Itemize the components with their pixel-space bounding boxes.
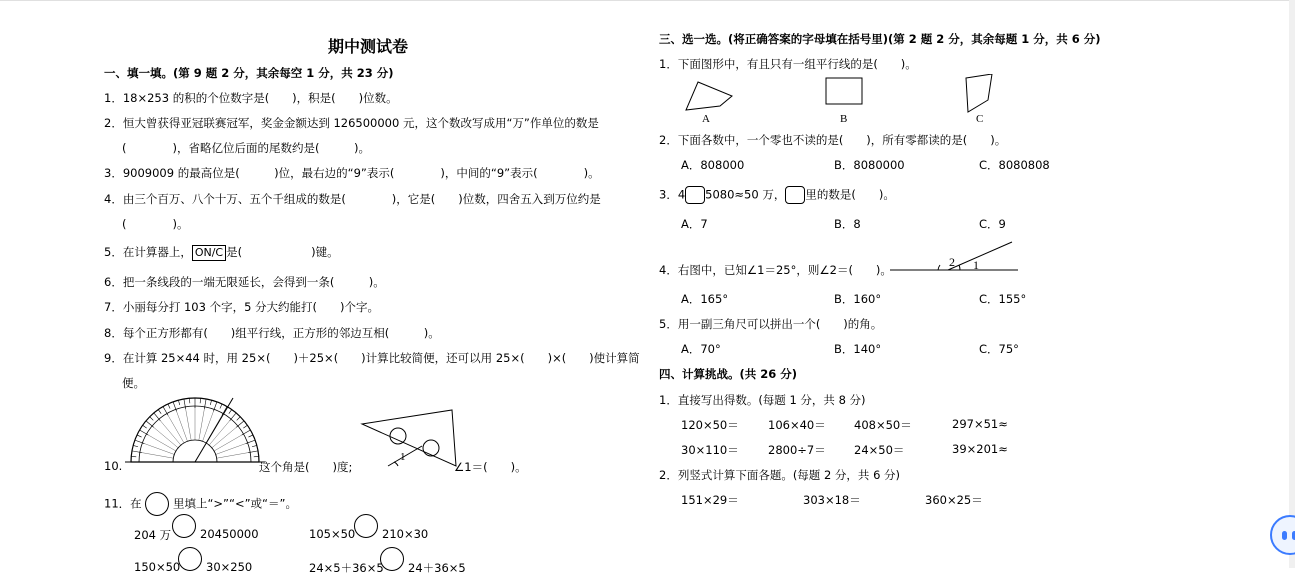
option-3-3-a: A．7 — [681, 216, 708, 232]
question-3-1: 1．下面图形中，有且只有一组平行线的是( )。 — [659, 56, 917, 72]
question-1-3: 3．9009009 的最高位是( )位，最右边的“9”表示( )，中间的“9”表示( )。 — [104, 165, 600, 181]
question-3-4: 4．右图中，已知∠1＝25°，则∠2＝( )。 — [659, 262, 892, 278]
question-3-2: 2．下面各数中，一个零也不读的是( )，所有零都读的是( )。 — [659, 132, 1006, 148]
question-1-11 — [104, 492, 297, 516]
calc-1-2: 106×40＝ — [768, 417, 826, 433]
vertical-calc-2: 303×18＝ — [803, 492, 861, 508]
question-1-4-cont: ( )。 — [122, 216, 188, 232]
shape-label-c: C — [976, 113, 983, 125]
blank-box — [685, 186, 705, 204]
question-1-6: 6．把一条线段的一端无限延长，会得到一条( )。 — [104, 274, 385, 290]
question-1-10-end: ∠1＝( )。 — [454, 459, 527, 475]
angle-2-label: 2 — [949, 255, 955, 269]
option-3-3-b: B．8 — [834, 216, 861, 232]
section-3-heading: 三、选一选。(将正确答案的字母填在括号里)(第 2 题 2 分，其余每题 1 分，共 6 分) — [659, 31, 1101, 47]
calc-2-4: 39×201≈ — [952, 442, 1008, 456]
question-1-10-text: 这个角是( )度; — [259, 459, 352, 475]
blank-box — [785, 186, 805, 204]
compare-4a: 24×5＋36×5 — [309, 560, 384, 576]
answer-circle — [380, 547, 404, 571]
question-3-3-mid: 5080≈50 万， — [705, 188, 785, 202]
question-1-4: 4．由三个百万、八个十万、五个千组成的数是( )，它是( )位数，四舍五入到万位约是 — [104, 191, 601, 207]
compare-2a: 105×50 — [309, 527, 355, 541]
calc-1-1: 120×50＝ — [681, 417, 739, 433]
option-3-5-b: B．140° — [834, 341, 881, 357]
angle-figure — [888, 240, 1022, 274]
vertical-calc-1: 151×29＝ — [681, 492, 739, 508]
question-1-9: 9．在计算 25×44 时，用 25×( )＋25×( )计算比较简便，还可以用 25×( )×( )使计算简 — [104, 350, 640, 366]
option-3-2-b: B．8080000 — [834, 157, 905, 173]
compare-1a: 204 万 — [134, 527, 171, 543]
question-3-3 — [659, 186, 895, 204]
question-3-3-end: 里的数是( )。 — [805, 188, 894, 202]
question-1-5 — [104, 244, 339, 261]
answer-circle — [178, 547, 202, 571]
question-3-3-start: 3．4 — [659, 188, 685, 202]
question-1-11-tail: 里填上“>”“<”或“＝”。 — [173, 497, 297, 511]
question-3-5: 5．用一副三角尺可以拼出一个( )的角。 — [659, 316, 882, 332]
question-4-2: 2．列竖式计算下面各题。(每题 2 分，共 6 分) — [659, 467, 900, 483]
shape-label-b: B — [840, 113, 847, 125]
answer-circle — [354, 514, 378, 538]
compare-3a: 150×50 — [134, 560, 180, 574]
section-4-heading: 四、计算挑战。(共 26 分) — [659, 366, 797, 382]
question-1-1: 1．18×253 的积的个位数字是( )，积是( )位数。 — [104, 90, 398, 106]
option-3-4-a: A．165° — [681, 291, 728, 307]
question-1-9-cont: 便。 — [122, 375, 145, 391]
question-1-2-cont: ( )，省略亿位后面的尾数约是( )。 — [122, 140, 370, 156]
angle-1-label: 1 — [973, 258, 979, 272]
compare-4b: 24＋36×5 — [408, 560, 466, 576]
compare-3b: 30×250 — [206, 560, 252, 574]
question-4-1: 1．直接写出得数。(每题 1 分，共 8 分) — [659, 392, 866, 408]
scrollbar[interactable] — [1289, 0, 1295, 568]
question-1-11-text: 11．在 — [104, 497, 142, 511]
angle-1-label: 1 — [400, 451, 406, 463]
page-title: 期中测试卷 — [328, 34, 408, 57]
calc-2-2: 2800÷7＝ — [768, 442, 826, 458]
question-1-5-text: 5．在计算器上， — [104, 245, 192, 259]
calc-2-1: 30×110＝ — [681, 442, 739, 458]
section-1-heading: 一、填一填。(第 9 题 2 分，其余每空 1 分，共 23 分) — [104, 65, 394, 81]
on-c-key: ON/C — [192, 245, 226, 261]
answer-circle — [172, 514, 196, 538]
option-3-4-b: B．160° — [834, 291, 881, 307]
option-3-4-c: C．155° — [979, 291, 1026, 307]
bot-eye-icon — [1282, 531, 1287, 540]
question-1-2: 2．恒大曾获得亚冠联赛冠军，奖金金额达到 126500000 元，这个数改写成用“万”作单位的数是 — [104, 115, 599, 131]
calc-1-3: 408×50＝ — [854, 417, 912, 433]
option-3-2-a: A．808000 — [681, 157, 744, 173]
question-1-10-number: 10. — [104, 459, 122, 473]
option-3-5-a: A．70° — [681, 341, 721, 357]
question-1-5-tail: 是( )键。 — [226, 245, 338, 259]
question-1-7: 7．小丽每分打 103 个字，5 分大约能打( )个字。 — [104, 299, 379, 315]
question-1-8: 8．每个正方形都有( )组平行线，正方形的邻边互相( )。 — [104, 325, 440, 341]
option-3-5-c: C．75° — [979, 341, 1019, 357]
option-3-2-c: C．8080808 — [979, 157, 1050, 173]
shape-label-a: A — [702, 113, 710, 125]
vertical-calc-3: 360×25＝ — [925, 492, 983, 508]
answer-circle — [145, 492, 169, 516]
option-3-3-c: C．9 — [979, 216, 1006, 232]
calc-2-3: 24×50＝ — [854, 442, 904, 458]
shapes-figure — [682, 74, 1002, 126]
protractor-figure — [125, 396, 265, 468]
compare-1b: 20450000 — [200, 527, 259, 541]
calc-1-4: 297×51≈ — [952, 417, 1008, 431]
compare-2b: 210×30 — [382, 527, 428, 541]
triangle-ruler-figure — [360, 408, 460, 470]
